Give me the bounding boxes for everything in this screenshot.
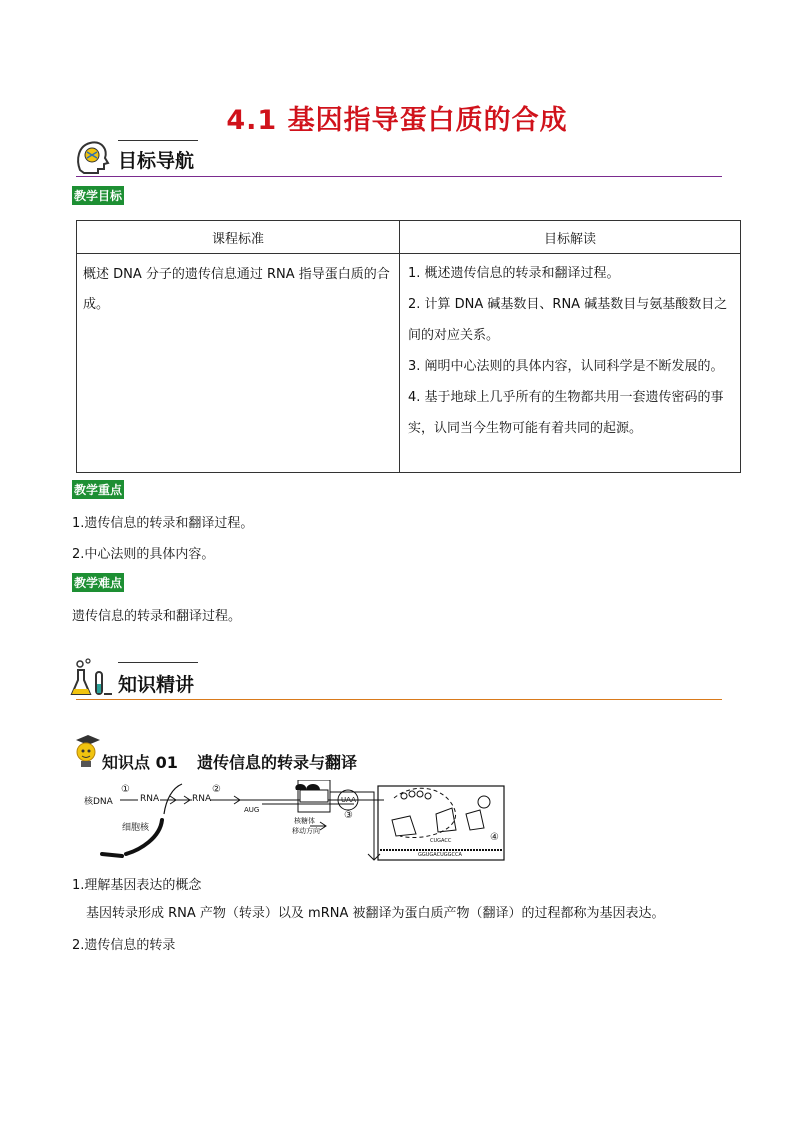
label-step2: ② xyxy=(212,784,221,795)
tag-teaching-goals: 教学目标 xyxy=(72,186,124,205)
tag-key-points: 教学重点 xyxy=(72,480,124,499)
table-cell-interpretations xyxy=(400,254,741,473)
table-header-interpretation: 目标解读 xyxy=(400,221,741,254)
section-divider xyxy=(76,699,722,700)
section-heading-knowledge: 知识精讲 xyxy=(118,674,195,696)
page-title: 4.1 基因指导蛋白质的合成 xyxy=(226,105,568,136)
content-paragraph-1: 基因转录形成 RNA 产物（转录）以及 mRNA 被翻译为蛋白质产物（翻译）的过程都称为基因表达。 xyxy=(86,906,665,921)
section-heading-goals: 目标导航 xyxy=(118,150,195,172)
interpretation-item: 4. 基于地球上几乎所有的生物都共用一套遗传密码的事实，认同当今生物可能有着共同的起源。 xyxy=(408,390,724,436)
label-nucleus: 细胞核 xyxy=(122,823,150,833)
interpretation-item: 1. 概述遗传信息的转录和翻译过程。 xyxy=(408,266,620,281)
tag-difficulties: 教学难点 xyxy=(72,573,124,592)
label-step4: ④ xyxy=(490,832,499,843)
content-heading-2: 2.遗传信息的转录 xyxy=(72,938,176,953)
key-point-item: 2.中心法则的具体内容。 xyxy=(72,547,215,562)
transcription-translation-diagram xyxy=(84,780,514,862)
label-rna1: RNA xyxy=(140,794,160,804)
label-dna: 核DNA xyxy=(84,797,113,807)
label-uaa: UAA xyxy=(341,796,356,804)
label-step3: ③ xyxy=(344,810,353,821)
label-mrna: GGUGACUGGCCA xyxy=(418,852,462,858)
content-heading-1: 1.理解基因表达的概念 xyxy=(72,878,202,893)
difficulty-text: 遗传信息的转录和翻译过程。 xyxy=(72,609,242,624)
label-codon: CUGACC xyxy=(430,838,452,844)
goals-table xyxy=(76,220,741,473)
flask-icon xyxy=(70,658,114,700)
label-ribosome: 核糖体 xyxy=(294,817,315,825)
label-aug: AUG xyxy=(244,806,260,814)
label-rna2: RNA xyxy=(192,794,212,804)
knowledge-point-label: 知识点 01 xyxy=(102,753,178,772)
section-accent-line xyxy=(118,140,198,141)
label-direction: 移动方向 xyxy=(292,827,320,835)
key-point-item: 1.遗传信息的转录和翻译过程。 xyxy=(72,516,254,531)
knowledge-point-icon xyxy=(72,732,102,768)
interpretation-item: 3. 阐明中心法则的具体内容，认同科学是不断发展的。 xyxy=(408,359,724,374)
table-header-standard: 课程标准 xyxy=(77,221,400,254)
label-step1: ① xyxy=(121,784,130,795)
target-nav-icon xyxy=(72,136,112,176)
table-cell-standard: 概述 DNA 分子的遗传信息通过 RNA 指导蛋白质的合成。 xyxy=(77,254,400,473)
knowledge-point-title: 遗传信息的转录与翻译 xyxy=(197,753,358,772)
interpretation-item: 2. 计算 DNA 碱基数目、RNA 碱基数目与氨基酸数目之间的对应关系。 xyxy=(408,297,728,343)
section-divider xyxy=(76,176,722,177)
section-accent-line xyxy=(118,662,198,663)
